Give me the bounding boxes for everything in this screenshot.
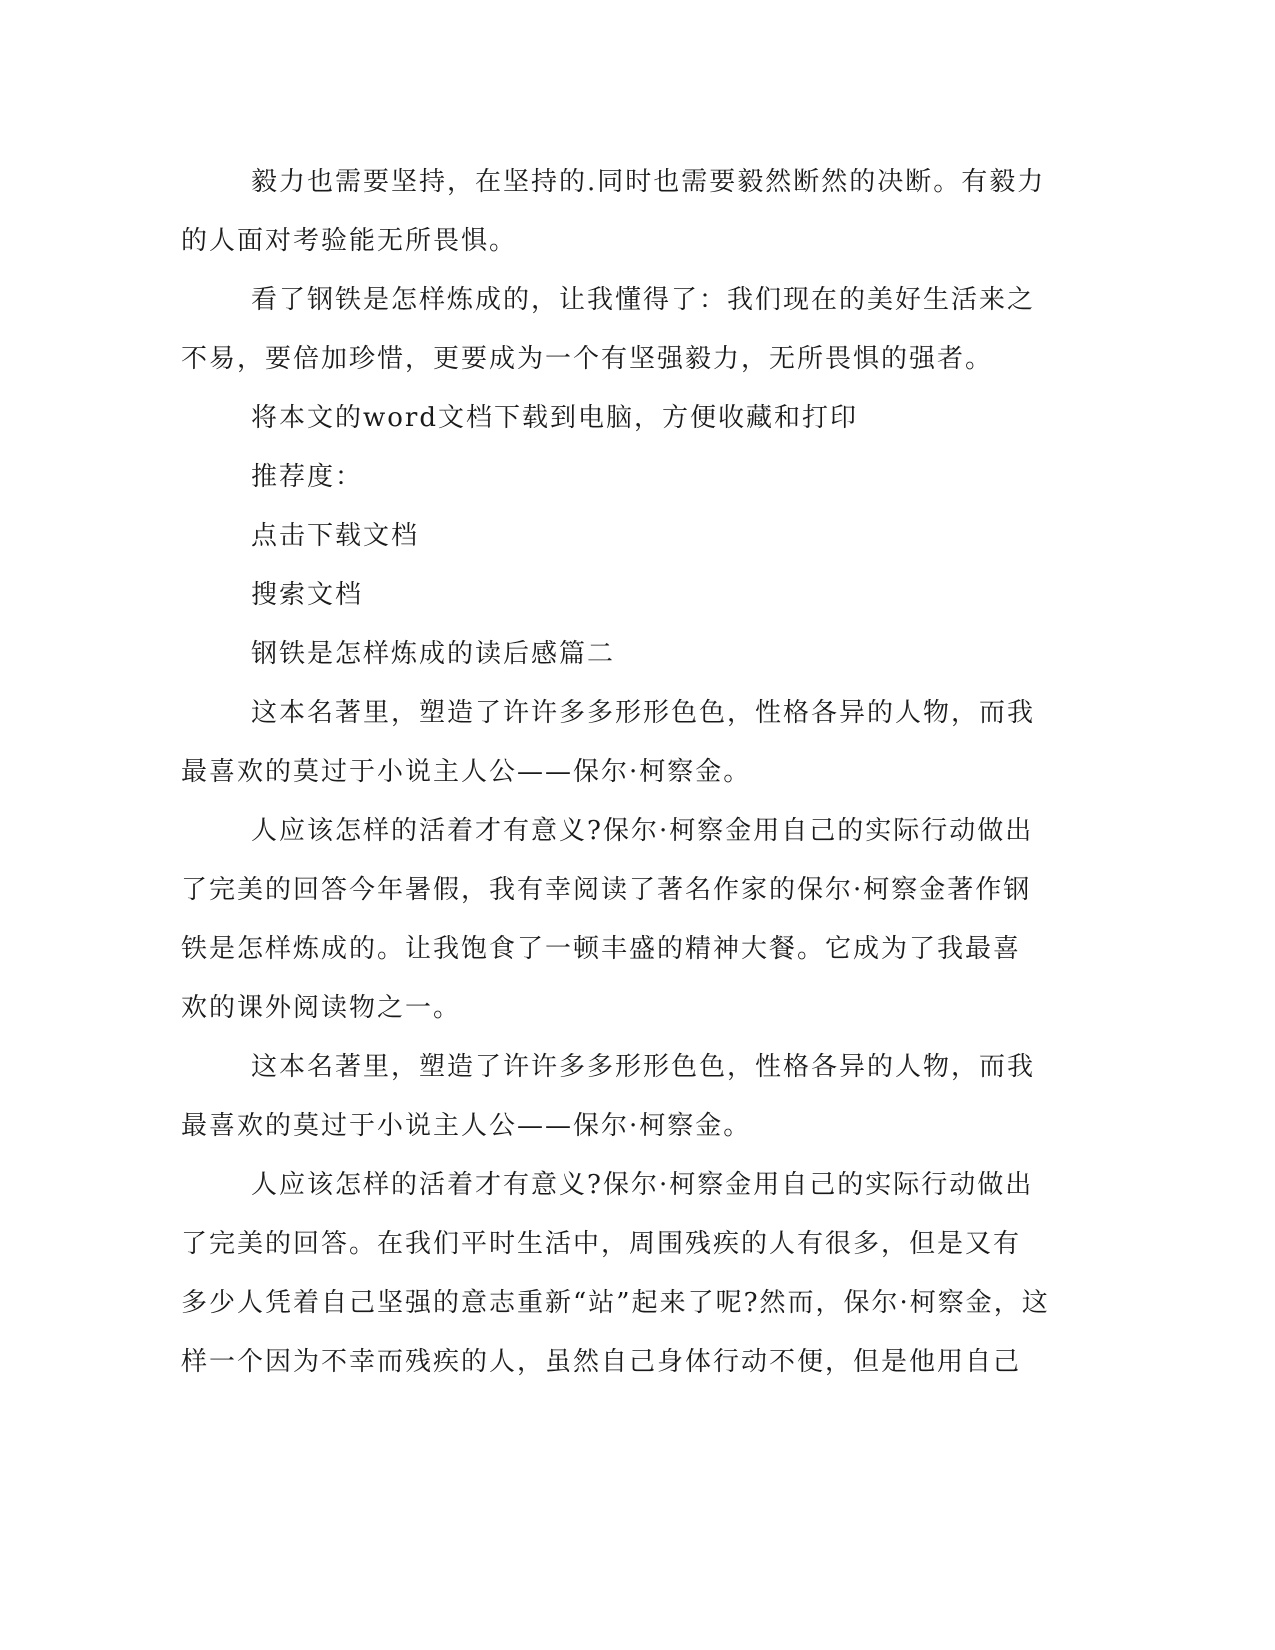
- paragraph-line: 了完美的回答。在我们平时生活中，周围残疾的人有很多，但是又有: [181, 1229, 1022, 1259]
- search-link[interactable]: 搜索文档: [251, 580, 364, 610]
- paragraph-line: 这本名著里，塑造了许许多多形形色色，性格各异的人物，而我: [251, 698, 1036, 728]
- paragraph-line: 样一个因为不幸而残疾的人，虽然自己身体行动不便，但是他用自己: [181, 1347, 1022, 1377]
- paragraph-line: 看了钢铁是怎样炼成的，让我懂得了：我们现在的美好生活来之: [251, 285, 1036, 315]
- paragraph-line: 人应该怎样的活着才有意义?保尔·柯察金用自己的实际行动做出: [251, 816, 1034, 846]
- paragraph-line: 毅力也需要坚持，在坚持的.同时也需要毅然断然的决断。有毅力: [251, 167, 1046, 197]
- paragraph-line: 了完美的回答今年暑假，我有幸阅读了著名作家的保尔·柯察金著作钢: [181, 875, 1032, 905]
- section-heading: 钢铁是怎样炼成的读后感篇二: [251, 639, 616, 669]
- paragraph-line: 铁是怎样炼成的。让我饱食了一顿丰盛的精神大餐。它成为了我最喜: [181, 934, 1022, 964]
- paragraph-line: 欢的课外阅读物之一。: [181, 993, 462, 1023]
- paragraph-line: 人应该怎样的活着才有意义?保尔·柯察金用自己的实际行动做出: [251, 1170, 1034, 1200]
- paragraph-line: 最喜欢的莫过于小说主人公——保尔·柯察金。: [181, 1111, 752, 1141]
- paragraph-line: 多少人凭着自己坚强的意志重新“站”起来了呢?然而，保尔·柯察金，这: [181, 1288, 1050, 1318]
- download-prompt: 将本文的word文档下载到电脑，方便收藏和打印: [251, 403, 858, 433]
- paragraph-line: 不易，要倍加珍惜，更要成为一个有坚强毅力，无所畏惧的强者。: [181, 344, 994, 374]
- download-link[interactable]: 点击下载文档: [251, 521, 420, 551]
- paragraph-line: 的人面对考验能无所畏惧。: [181, 226, 518, 256]
- paragraph-line: 最喜欢的莫过于小说主人公——保尔·柯察金。: [181, 757, 752, 787]
- paragraph-line: 这本名著里，塑造了许许多多形形色色，性格各异的人物，而我: [251, 1052, 1036, 1082]
- recommendation-label: 推荐度：: [251, 462, 364, 492]
